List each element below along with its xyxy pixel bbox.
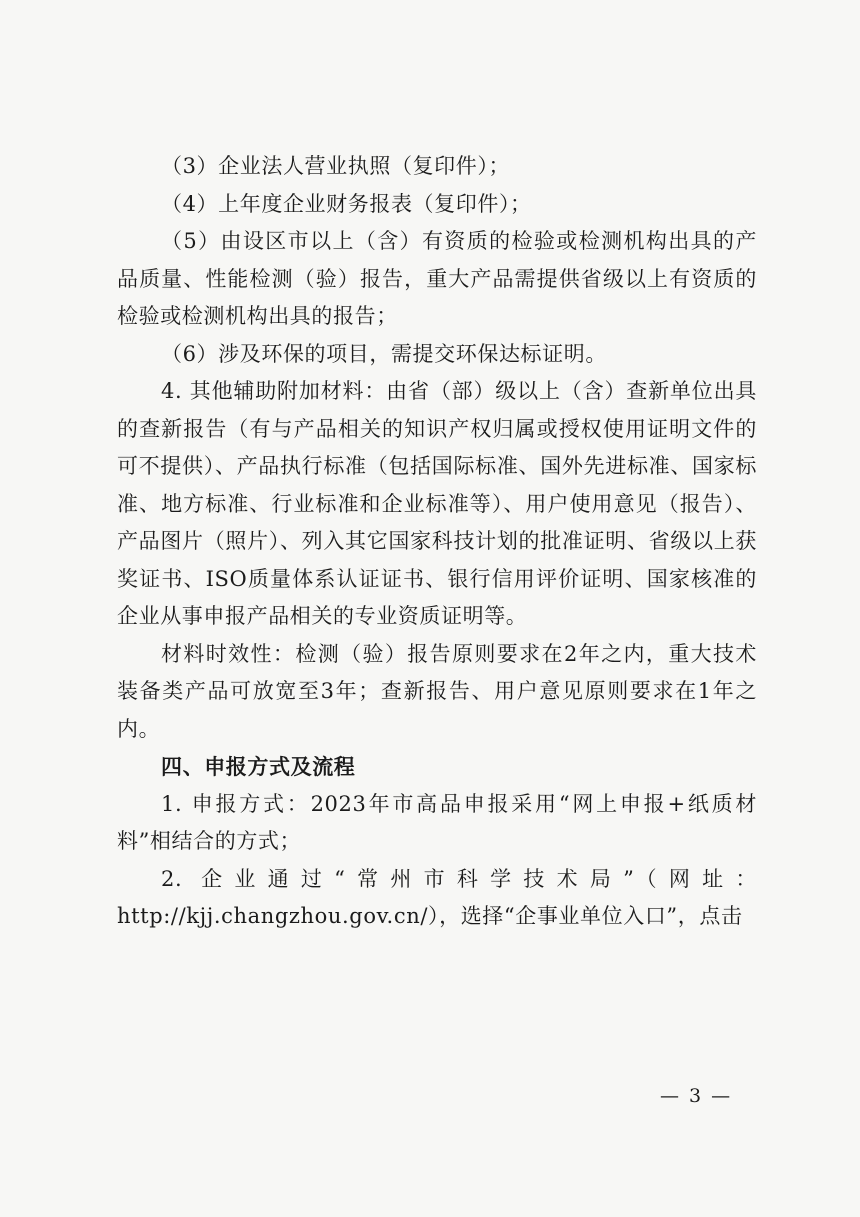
page-number: — 3 — bbox=[660, 1085, 733, 1107]
paragraph-supplementary-materials: 4. 其他辅助附加材料：由省（部）级以上（含）查新单位出具的查新报告（有与产品相关的知识产权归属或授权使用证明文件的可不提供）、产品执行标准（包括国际标准、国外先进标准、国家标准、地方标准、行业标准和企业标准等）、用户使用意见（报告）、产品图片（照片）、列入其它国家科技计划的批准证明、省级以上获奖证书、ISO质量体系认证证书、银行信用评价证明、国家核准的企业从事申报产品相关的专业资质证明等。 bbox=[117, 379, 757, 628]
document-body bbox=[117, 148, 757, 936]
paragraph-step-2-line-1: 2. 企业通过“常州市科学技术局”（网址： bbox=[161, 866, 757, 891]
paragraph-item-3: （3）企业法人营业执照（复印件）； bbox=[161, 154, 511, 178]
paragraph-item-6: （6）涉及环保的项目，需提交环保达标证明。 bbox=[161, 341, 607, 366]
paragraph-item-4: （4）上年度企业财务报表（复印件）； bbox=[161, 191, 532, 216]
paragraph-step-2-line-2: http://kjj.changzhou.gov.cn/），选择“企事业单位入口”，点击 bbox=[117, 904, 743, 928]
paragraph-material-validity: 材料时效性：检测（验）报告原则要求在2年之内，重大技术装备类产品可放宽至3年；查新报告、用户意见原则要求在1年之内。 bbox=[117, 641, 757, 741]
paragraph-item-5: （5）由设区市以上（含）有资质的检验或检测机构出具的产品质量、性能检测（验）报告，重大产品需提供省级以上有资质的检验或检测机构出具的报告； bbox=[117, 229, 757, 328]
paragraph-step-1: 1. 申报方式：2023年市高品申报采用“网上申报+纸质材料”相结合的方式； bbox=[117, 791, 757, 853]
section-heading: 四、申报方式及流程 bbox=[161, 754, 356, 779]
